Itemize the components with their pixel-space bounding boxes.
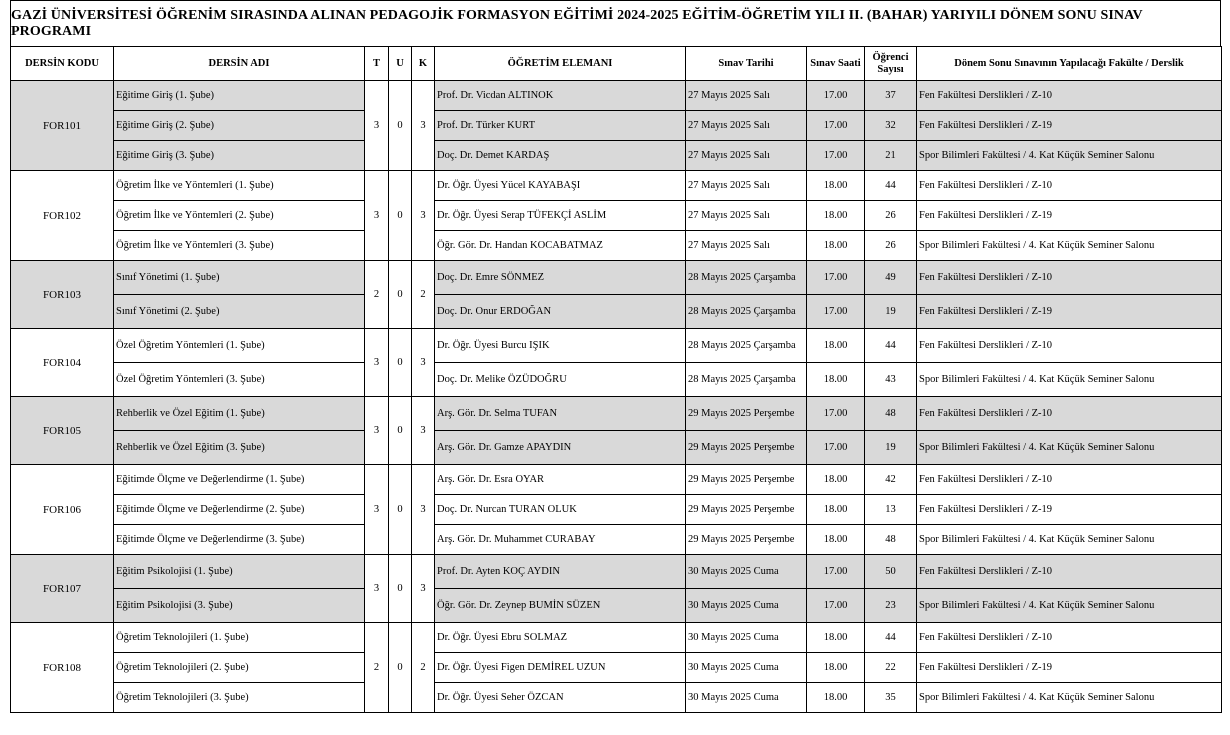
header-student-count-line2: Sayısı — [877, 63, 904, 75]
table-row — [11, 295, 1222, 329]
exam-time-cell: 17.00 — [807, 81, 865, 111]
header-course-name: DERSİN ADI — [114, 47, 365, 81]
instructor-cell: Prof. Dr. Türker KURT — [435, 111, 686, 141]
credit-cell: 3 — [412, 171, 435, 261]
header-exam-time: Sınav Saati — [807, 47, 865, 81]
header-u: U — [389, 47, 412, 81]
exam-time-cell: 18.00 — [807, 363, 865, 397]
course-name-cell: Eğitim Psikolojisi (1. Şube) — [114, 555, 365, 589]
theory-hours-cell: 3 — [365, 555, 389, 623]
table-row — [11, 111, 1222, 141]
instructor-cell: Öğr. Gör. Dr. Handan KOCABATMAZ — [435, 231, 686, 261]
table-row — [11, 465, 1222, 495]
exam-time-cell: 17.00 — [807, 589, 865, 623]
instructor-cell: Öğr. Gör. Dr. Zeynep BUMİN SÜZEN — [435, 589, 686, 623]
instructor-cell: Doç. Dr. Nurcan TURAN OLUK — [435, 495, 686, 525]
exam-time-cell: 18.00 — [807, 623, 865, 653]
course-code-cell: FOR101 — [11, 81, 114, 171]
course-name-cell: Sınıf Yönetimi (2. Şube) — [114, 295, 365, 329]
table-row — [11, 201, 1222, 231]
course-name-cell: Öğretim İlke ve Yöntemleri (2. Şube) — [114, 201, 365, 231]
credit-cell: 3 — [412, 397, 435, 465]
table-row — [11, 231, 1222, 261]
course-group — [11, 329, 1222, 397]
header-student-count — [865, 47, 917, 81]
practice-hours-cell: 0 — [389, 329, 412, 397]
exam-location-cell: Spor Bilimleri Fakültesi / 4. Kat Küçük Seminer Salonu — [917, 525, 1222, 555]
student-count-cell: 32 — [865, 111, 917, 141]
document-title — [10, 0, 1221, 46]
exam-location-cell: Spor Bilimleri Fakültesi / 4. Kat Küçük Seminer Salonu — [917, 683, 1222, 713]
exam-time-cell: 18.00 — [807, 653, 865, 683]
course-code-cell: FOR106 — [11, 465, 114, 555]
theory-hours-cell: 3 — [365, 397, 389, 465]
instructor-cell: Arş. Gör. Dr. Gamze APAYDIN — [435, 431, 686, 465]
practice-hours-cell: 0 — [389, 465, 412, 555]
course-code-cell: FOR104 — [11, 329, 114, 397]
instructor-cell: Dr. Öğr. Üyesi Burcu IŞIK — [435, 329, 686, 363]
instructor-cell: Arş. Gör. Dr. Muhammet CURABAY — [435, 525, 686, 555]
exam-location-cell: Fen Fakültesi Derslikleri / Z-10 — [917, 261, 1222, 295]
instructor-cell: Dr. Öğr. Üyesi Seher ÖZCAN — [435, 683, 686, 713]
theory-hours-cell: 3 — [365, 81, 389, 171]
exam-location-cell: Fen Fakültesi Derslikleri / Z-10 — [917, 397, 1222, 431]
course-name-cell: Eğitime Giriş (1. Şube) — [114, 81, 365, 111]
course-code-cell: FOR108 — [11, 623, 114, 713]
exam-time-cell: 17.00 — [807, 141, 865, 171]
exam-time-cell: 17.00 — [807, 261, 865, 295]
instructor-cell: Arş. Gör. Dr. Selma TUFAN — [435, 397, 686, 431]
instructor-cell: Arş. Gör. Dr. Esra OYAR — [435, 465, 686, 495]
course-group — [11, 171, 1222, 261]
student-count-cell: 22 — [865, 653, 917, 683]
instructor-cell: Dr. Öğr. Üyesi Yücel KAYABAŞI — [435, 171, 686, 201]
exam-location-cell: Fen Fakültesi Derslikleri / Z-19 — [917, 201, 1222, 231]
instructor-cell: Prof. Dr. Ayten KOÇ AYDIN — [435, 555, 686, 589]
exam-time-cell: 18.00 — [807, 495, 865, 525]
credit-cell: 3 — [412, 555, 435, 623]
exam-time-cell: 18.00 — [807, 683, 865, 713]
table-row — [11, 589, 1222, 623]
exam-time-cell: 18.00 — [807, 525, 865, 555]
practice-hours-cell: 0 — [389, 261, 412, 329]
exam-schedule-document — [10, 0, 1221, 713]
table-row — [11, 525, 1222, 555]
exam-date-cell: 29 Mayıs 2025 Perşembe — [686, 525, 807, 555]
practice-hours-cell: 0 — [389, 81, 412, 171]
course-name-cell: Eğitimde Ölçme ve Değerlendirme (2. Şube) — [114, 495, 365, 525]
table-row — [11, 363, 1222, 397]
exam-time-cell: 18.00 — [807, 171, 865, 201]
table-row — [11, 329, 1222, 363]
course-name-cell: Eğitimde Ölçme ve Değerlendirme (3. Şube) — [114, 525, 365, 555]
exam-date-cell: 30 Mayıs 2025 Cuma — [686, 683, 807, 713]
student-count-cell: 50 — [865, 555, 917, 589]
exam-location-cell: Fen Fakültesi Derslikleri / Z-10 — [917, 329, 1222, 363]
exam-date-cell: 27 Mayıs 2025 Salı — [686, 111, 807, 141]
exam-date-cell: 28 Mayıs 2025 Çarşamba — [686, 363, 807, 397]
exam-location-cell: Fen Fakültesi Derslikleri / Z-10 — [917, 555, 1222, 589]
exam-time-cell: 18.00 — [807, 231, 865, 261]
exam-date-cell: 29 Mayıs 2025 Perşembe — [686, 465, 807, 495]
table-row — [11, 495, 1222, 525]
practice-hours-cell: 0 — [389, 555, 412, 623]
exam-date-cell: 30 Mayıs 2025 Cuma — [686, 555, 807, 589]
student-count-cell: 44 — [865, 329, 917, 363]
header-t: T — [365, 47, 389, 81]
exam-date-cell: 27 Mayıs 2025 Salı — [686, 201, 807, 231]
exam-time-cell: 18.00 — [807, 201, 865, 231]
instructor-cell: Doç. Dr. Demet KARDAŞ — [435, 141, 686, 171]
course-name-cell: Rehberlik ve Özel Eğitim (3. Şube) — [114, 431, 365, 465]
course-name-cell: Sınıf Yönetimi (1. Şube) — [114, 261, 365, 295]
course-name-cell: Özel Öğretim Yöntemleri (1. Şube) — [114, 329, 365, 363]
student-count-cell: 19 — [865, 295, 917, 329]
credit-cell: 3 — [412, 465, 435, 555]
instructor-cell: Doç. Dr. Melike ÖZÜDOĞRU — [435, 363, 686, 397]
course-name-cell: Rehberlik ve Özel Eğitim (1. Şube) — [114, 397, 365, 431]
exam-location-cell: Fen Fakültesi Derslikleri / Z-19 — [917, 653, 1222, 683]
student-count-cell: 26 — [865, 231, 917, 261]
exam-location-cell: Spor Bilimleri Fakültesi / 4. Kat Küçük Seminer Salonu — [917, 363, 1222, 397]
exam-location-cell: Fen Fakültesi Derslikleri / Z-19 — [917, 111, 1222, 141]
exam-date-cell: 30 Mayıs 2025 Cuma — [686, 589, 807, 623]
exam-location-cell: Spor Bilimleri Fakültesi / 4. Kat Küçük Seminer Salonu — [917, 589, 1222, 623]
student-count-cell: 35 — [865, 683, 917, 713]
exam-time-cell: 17.00 — [807, 295, 865, 329]
credit-cell: 2 — [412, 623, 435, 713]
instructor-cell: Prof. Dr. Vicdan ALTINOK — [435, 81, 686, 111]
course-group — [11, 623, 1222, 713]
theory-hours-cell: 3 — [365, 171, 389, 261]
student-count-cell: 44 — [865, 623, 917, 653]
table-row — [11, 171, 1222, 201]
document-title-text: GAZİ ÜNİVERSİTESİ ÖĞRENİM SIRASINDA ALINAN PEDAGOJİK FORMASYON EĞİTİMİ 2024-2025 EĞİTİM-ÖĞRETİM YILI II. (BAHAR) YARIYILI DÖNEM SONU SINAV PROGRAMI — [11, 7, 1143, 39]
exam-location-cell: Fen Fakültesi Derslikleri / Z-10 — [917, 81, 1222, 111]
header-k: K — [412, 47, 435, 81]
table-row — [11, 623, 1222, 653]
table-row — [11, 555, 1222, 589]
exam-location-cell: Fen Fakültesi Derslikleri / Z-10 — [917, 623, 1222, 653]
exam-date-cell: 27 Mayıs 2025 Salı — [686, 171, 807, 201]
theory-hours-cell: 2 — [365, 623, 389, 713]
table-row — [11, 261, 1222, 295]
credit-cell: 3 — [412, 81, 435, 171]
practice-hours-cell: 0 — [389, 397, 412, 465]
instructor-cell: Dr. Öğr. Üyesi Serap TÜFEKÇİ ASLİM — [435, 201, 686, 231]
exam-date-cell: 28 Mayıs 2025 Çarşamba — [686, 261, 807, 295]
student-count-cell: 48 — [865, 397, 917, 431]
exam-time-cell: 18.00 — [807, 329, 865, 363]
course-name-cell: Eğitim Psikolojisi (3. Şube) — [114, 589, 365, 623]
exam-date-cell: 29 Mayıs 2025 Perşembe — [686, 397, 807, 431]
course-group — [11, 465, 1222, 555]
student-count-cell: 43 — [865, 363, 917, 397]
exam-date-cell: 29 Mayıs 2025 Perşembe — [686, 495, 807, 525]
course-group — [11, 555, 1222, 623]
student-count-cell: 19 — [865, 431, 917, 465]
table-row — [11, 397, 1222, 431]
credit-cell: 2 — [412, 261, 435, 329]
course-name-cell: Öğretim Teknolojileri (1. Şube) — [114, 623, 365, 653]
student-count-cell: 37 — [865, 81, 917, 111]
exam-location-cell: Spor Bilimleri Fakültesi / 4. Kat Küçük Seminer Salonu — [917, 141, 1222, 171]
header-exam-date: Sınav Tarihi — [686, 47, 807, 81]
student-count-cell: 49 — [865, 261, 917, 295]
exam-location-cell: Fen Fakültesi Derslikleri / Z-10 — [917, 465, 1222, 495]
exam-location-cell: Spor Bilimleri Fakültesi / 4. Kat Küçük Seminer Salonu — [917, 231, 1222, 261]
exam-time-cell: 18.00 — [807, 465, 865, 495]
header-student-count-line1: Öğrenci — [872, 51, 909, 63]
exam-date-cell: 28 Mayıs 2025 Çarşamba — [686, 295, 807, 329]
course-name-cell: Öğretim Teknolojileri (2. Şube) — [114, 653, 365, 683]
course-name-cell: Eğitime Giriş (2. Şube) — [114, 111, 365, 141]
header-course-code: DERSİN KODU — [11, 47, 114, 81]
exam-date-cell: 27 Mayıs 2025 Salı — [686, 141, 807, 171]
exam-date-cell: 27 Mayıs 2025 Salı — [686, 81, 807, 111]
table-row — [11, 653, 1222, 683]
course-name-cell: Öğretim Teknolojileri (3. Şube) — [114, 683, 365, 713]
student-count-cell: 48 — [865, 525, 917, 555]
student-count-cell: 23 — [865, 589, 917, 623]
course-group — [11, 397, 1222, 465]
exam-date-cell: 27 Mayıs 2025 Salı — [686, 231, 807, 261]
theory-hours-cell: 2 — [365, 261, 389, 329]
table-row — [11, 683, 1222, 713]
table-row — [11, 141, 1222, 171]
instructor-cell: Dr. Öğr. Üyesi Figen DEMİREL UZUN — [435, 653, 686, 683]
exam-date-cell: 30 Mayıs 2025 Cuma — [686, 653, 807, 683]
student-count-cell: 42 — [865, 465, 917, 495]
instructor-cell: Doç. Dr. Emre SÖNMEZ — [435, 261, 686, 295]
student-count-cell: 44 — [865, 171, 917, 201]
practice-hours-cell: 0 — [389, 623, 412, 713]
exam-time-cell: 17.00 — [807, 397, 865, 431]
course-code-cell: FOR107 — [11, 555, 114, 623]
exam-location-cell: Fen Fakültesi Derslikleri / Z-10 — [917, 171, 1222, 201]
student-count-cell: 13 — [865, 495, 917, 525]
header-instructor: ÖĞRETİM ELEMANI — [435, 47, 686, 81]
course-name-cell: Eğitime Giriş (3. Şube) — [114, 141, 365, 171]
course-group — [11, 81, 1222, 171]
exam-schedule-table — [10, 46, 1222, 713]
course-code-cell: FOR105 — [11, 397, 114, 465]
course-name-cell: Öğretim İlke ve Yöntemleri (1. Şube) — [114, 171, 365, 201]
student-count-cell: 21 — [865, 141, 917, 171]
exam-date-cell: 30 Mayıs 2025 Cuma — [686, 623, 807, 653]
exam-date-cell: 29 Mayıs 2025 Perşembe — [686, 431, 807, 465]
exam-time-cell: 17.00 — [807, 555, 865, 589]
header-exam-location: Dönem Sonu Sınavının Yapılacağı Fakülte / Derslik — [917, 47, 1222, 81]
table-row — [11, 81, 1222, 111]
theory-hours-cell: 3 — [365, 329, 389, 397]
exam-location-cell: Fen Fakültesi Derslikleri / Z-19 — [917, 295, 1222, 329]
course-name-cell: Özel Öğretim Yöntemleri (3. Şube) — [114, 363, 365, 397]
course-group — [11, 261, 1222, 329]
credit-cell: 3 — [412, 329, 435, 397]
course-code-cell: FOR102 — [11, 171, 114, 261]
course-code-cell: FOR103 — [11, 261, 114, 329]
instructor-cell: Doç. Dr. Onur ERDOĞAN — [435, 295, 686, 329]
table-row — [11, 431, 1222, 465]
course-name-cell: Eğitimde Ölçme ve Değerlendirme (1. Şube) — [114, 465, 365, 495]
practice-hours-cell: 0 — [389, 171, 412, 261]
theory-hours-cell: 3 — [365, 465, 389, 555]
student-count-cell: 26 — [865, 201, 917, 231]
exam-location-cell: Spor Bilimleri Fakültesi / 4. Kat Küçük Seminer Salonu — [917, 431, 1222, 465]
course-name-cell: Öğretim İlke ve Yöntemleri (3. Şube) — [114, 231, 365, 261]
exam-time-cell: 17.00 — [807, 431, 865, 465]
table-header-row — [11, 47, 1222, 81]
instructor-cell: Dr. Öğr. Üyesi Ebru SOLMAZ — [435, 623, 686, 653]
exam-date-cell: 28 Mayıs 2025 Çarşamba — [686, 329, 807, 363]
exam-location-cell: Fen Fakültesi Derslikleri / Z-19 — [917, 495, 1222, 525]
exam-time-cell: 17.00 — [807, 111, 865, 141]
